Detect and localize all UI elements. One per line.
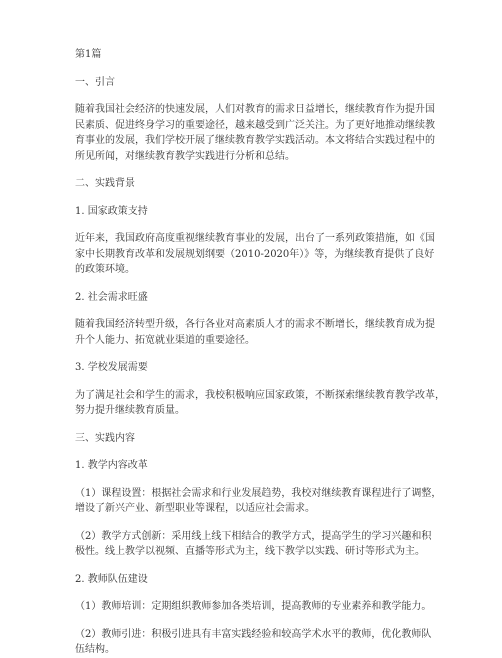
text-line: 第1篇 (75, 49, 102, 60)
subheading-policy (75, 204, 442, 220)
text-line: 为了满足社会和学生的需求，我校积极响应国家政策，不断探索继续教育教学改革， (75, 389, 445, 401)
subheading-demand (75, 290, 442, 306)
school-paragraph (75, 388, 445, 419)
intro-paragraph (75, 102, 442, 164)
demand-paragraph (75, 317, 442, 348)
text-line: 2. 教师队伍建设 (75, 573, 148, 585)
curriculum-paragraph (75, 486, 442, 517)
text-line: 3. 学校发展需要 (75, 362, 148, 373)
text-line: 随着我国社会经济的快速发展，人们对教育的需求日益增长，继续教育作为提升国 (75, 104, 435, 115)
text-line: 增设了新兴产业、新型职业等课程，以适应社会需求。 (75, 503, 315, 514)
recruitment-paragraph (75, 627, 442, 658)
text-line: 二、实践背景 (75, 178, 135, 189)
text-line: 所见所闻，对继续教育教学实践进行分析和总结。 (75, 150, 295, 162)
text-line: 一、引言 (75, 76, 115, 88)
text-line: 伍结构。 (75, 644, 115, 655)
text-line: 升个人能力、拓宽就业渠道的重要途径。 (75, 334, 255, 346)
section-heading-intro (75, 75, 442, 91)
text-line: 民素质、促进终身学习的重要途径，越来越受到广泛关注。为了更好地推动继续教 (75, 119, 435, 131)
method-paragraph (75, 529, 442, 560)
text-line: （1）教师培训：定期组织教师参加各类培训，提高教师的专业素养和教学能力。 (75, 601, 432, 612)
subheading-teaching-reform (75, 458, 442, 474)
training-paragraph (75, 599, 442, 615)
policy-paragraph (75, 231, 442, 278)
section-heading-background (75, 176, 442, 192)
text-line: 极性。线上教学以视频、直播等形式为主，线下教学以实践、研讨等形式为主。 (75, 546, 425, 557)
text-line: 努力提升继续教育质量。 (75, 405, 185, 416)
subheading-faculty (75, 572, 442, 588)
chapter-heading (75, 47, 442, 63)
text-line: （2）教学方式创新：采用线上线下相结合的教学方式，提高学生的学习兴趣和积 (75, 530, 432, 542)
text-line: 1. 教学内容改革 (75, 460, 148, 471)
text-line: （1）课程设置：根据社会需求和行业发展趋势，我校对继续教育课程进行了调整， (75, 487, 442, 499)
subheading-school (75, 360, 442, 376)
text-line: （2）教师引进：积极引进具有丰富实践经验和较高学术水平的教师，优化教师队 (75, 628, 432, 640)
text-line: 家中长期教育改革和发展规划纲要（2010-2020年）》等，为继续教育提供了良好 (75, 248, 435, 260)
text-line: 育事业的发展，我们学校开展了继续教育教学实践活动。本文将结合实践过程中的 (75, 135, 435, 146)
text-line: 1. 国家政策支持 (75, 205, 148, 217)
text-line: 近年来，我国政府高度重视继续教育事业的发展，出台了一系列政策措施，如《国 (75, 233, 435, 244)
text-line: 三、实践内容 (75, 432, 135, 444)
section-heading-content (75, 431, 442, 447)
text-line: 2. 社会需求旺盛 (75, 291, 148, 303)
text-line: 随着我国经济转型升级，各行各业对高素质人才的需求不断增长，继续教育成为提 (75, 319, 435, 330)
text-line: 的政策环境。 (75, 264, 135, 275)
